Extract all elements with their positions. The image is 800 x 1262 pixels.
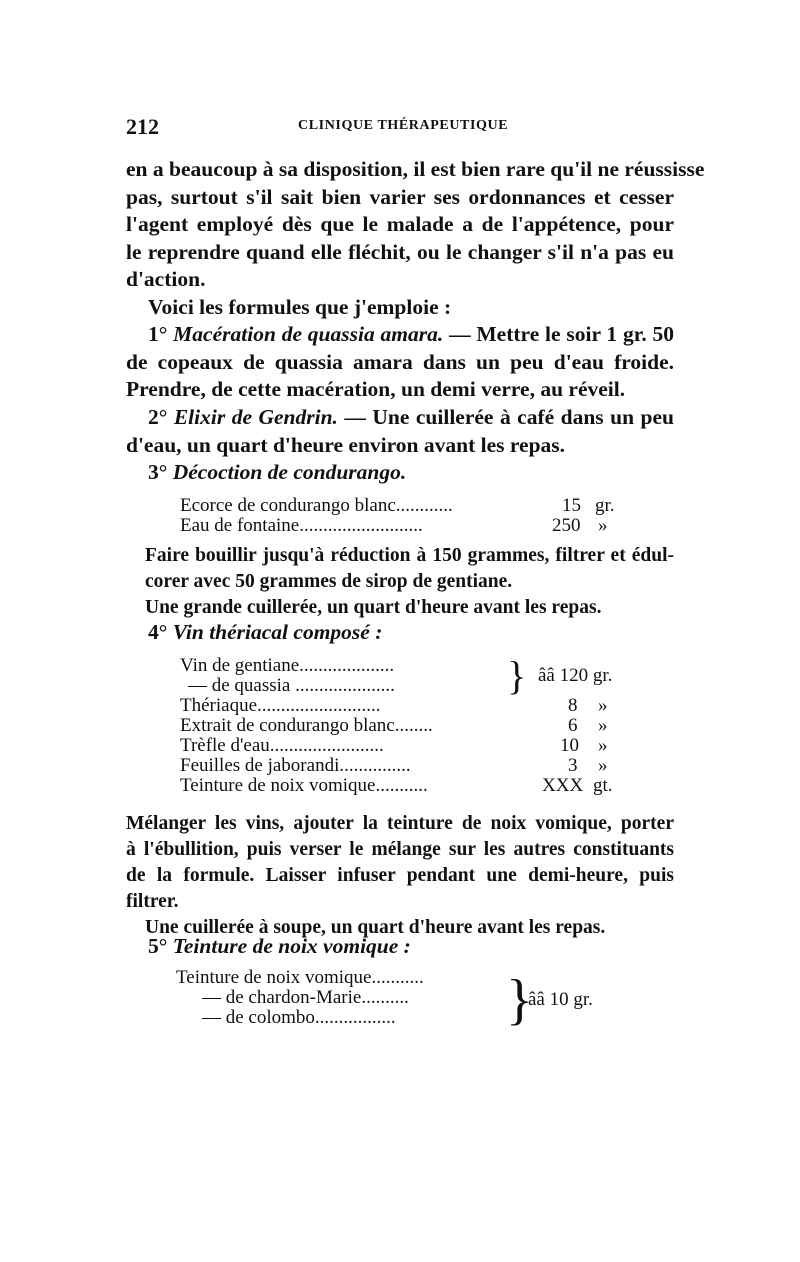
ingredient-row — [176, 1008, 636, 1028]
ingredient-name: — de quassia ..................... — [188, 675, 395, 696]
ingredient-unit: gt. — [593, 775, 613, 796]
instruction-line: corer avec 50 grammes de sirop de gentiane. — [145, 571, 513, 592]
instruction-line: filtrer. — [126, 891, 179, 912]
ingredient-name: Eau de fontaine.......................... — [180, 515, 423, 536]
ingredient-unit: gr. — [595, 495, 615, 516]
formula-4-title: Vin thériacal composé : — [172, 620, 383, 644]
formula-5-table — [176, 967, 636, 1031]
formula-1-number: 1° — [148, 322, 168, 346]
ingredient-unit: » — [598, 755, 608, 776]
instruction-line: à l'ébullition, puis verser le mélange sur les autres constituants — [126, 839, 674, 860]
ingredient-unit: » — [598, 515, 608, 536]
ingredient-name: Trèfle d'eau........................ — [180, 735, 384, 756]
instruction-line: Mélanger les vins, ajouter la teinture de noix vomique, porter — [126, 813, 674, 834]
ingredient-quantity: 6 — [568, 715, 578, 736]
formula-4-heading — [126, 619, 674, 647]
formula-5 — [126, 933, 674, 961]
formula-3-heading — [126, 459, 674, 487]
formula-3-instructions — [145, 543, 674, 621]
intro-line: pas, surtout s'il sait bien varier ses ordonnances et cesser — [126, 184, 674, 209]
ingredient-quantity: XXX — [542, 775, 584, 796]
formula-2-line: d'eau, un quart d'heure environ avant les repas. — [126, 432, 566, 457]
formula-1-line: de copeaux de quassia amara dans un peu d'eau froide. — [126, 349, 674, 374]
ingredient-quantity: 8 — [568, 695, 578, 716]
ingredient-row — [180, 516, 630, 536]
ingredient-row — [180, 716, 640, 736]
ingredient-unit: » — [598, 695, 608, 716]
ingredient-name: — de chardon-Marie.......... — [202, 987, 409, 1008]
ingredient-row — [180, 696, 640, 716]
dose-line: Une grande cuillerée, un quart d'heure avant les repas. — [145, 597, 602, 618]
running-title: CLINIQUE THÉRAPEUTIQUE — [298, 118, 509, 133]
formula-4-table — [180, 653, 640, 796]
group-quantity: ââ 10 gr. — [528, 989, 593, 1010]
instruction-line: de la formule. Laisser infuser pendant une demi-heure, puis — [126, 865, 674, 886]
ingredient-row — [176, 968, 636, 988]
ingredient-name: Extrait de condurango blanc........ — [180, 715, 433, 736]
ingredient-name: Teinture de noix vomique........... — [180, 775, 428, 796]
intro-line: d'action. — [126, 267, 206, 291]
instruction-line: Faire bouillir jusqu'à réduction à 150 grammes, filtrer et édul- — [145, 545, 674, 566]
formula-4-number: 4° — [148, 620, 168, 644]
page-number: 212 — [126, 114, 159, 139]
formula-4-instructions — [126, 811, 674, 941]
formula-5-heading — [126, 933, 674, 961]
formula-1 — [126, 321, 674, 404]
ingredient-row — [180, 776, 640, 796]
ingredient-name: Ecorce de condurango blanc............ — [180, 495, 453, 516]
formula-1-heading — [126, 321, 674, 349]
ingredient-quantity: 10 — [560, 735, 579, 756]
voici-line: Voici les formules que j'emploie : — [148, 294, 452, 319]
brace-icon: } — [507, 653, 527, 698]
formula-3-number: 3° — [148, 460, 168, 484]
ingredient-row — [180, 496, 630, 516]
dose-line: Une cuillerée à soupe, un quart d'heure avant les repas. — [145, 917, 606, 938]
ingredient-name: — de colombo................. — [202, 1007, 396, 1028]
ingredient-unit: » — [598, 715, 608, 736]
intro-paragraph — [126, 156, 705, 321]
formula-2-title: Elixir de Gendrin. — [173, 405, 338, 429]
ingredient-row — [180, 756, 640, 776]
ingredient-row — [180, 736, 640, 756]
formula-1-line: Prendre, de cette macération, un demi verre, au réveil. — [126, 377, 626, 401]
formula-5-title: Teinture de noix vomique : — [172, 934, 411, 958]
intro-line: le reprendre quand elle fléchit, ou le changer s'il n'a pas eu — [126, 239, 674, 264]
ingredient-quantity: 250 — [552, 515, 581, 536]
formula-2-heading — [126, 404, 674, 432]
ingredient-name: Teinture de noix vomique........... — [176, 967, 424, 988]
ingredient-quantity: 3 — [568, 755, 578, 776]
formula-2-text: — Une cuillerée à café dans un peu — [337, 405, 674, 429]
formula-1-title: Macération de quassia amara. — [173, 322, 444, 346]
group-quantity: ââ 120 gr. — [538, 665, 613, 686]
formula-2 — [126, 404, 674, 459]
intro-line: en a beaucoup à sa disposition, il est bien rare qu'il ne réussisse — [126, 157, 705, 181]
formula-2-number: 2° — [148, 405, 168, 429]
formula-3 — [126, 459, 674, 487]
ingredient-name: Thériaque.......................... — [180, 695, 381, 716]
brace-icon: } — [506, 969, 533, 1031]
ingredient-name: Vin de gentiane.................... — [180, 655, 395, 676]
page-header — [126, 114, 676, 144]
ingredient-quantity: 15 — [562, 495, 581, 516]
formula-1-text: — Mettre le soir 1 gr. 50 — [443, 322, 674, 346]
ingredient-name: Feuilles de jaborandi............... — [180, 755, 411, 776]
formula-4 — [126, 619, 674, 647]
intro-line: l'agent employé dès que le malade a de l'appétence, pour — [126, 212, 674, 236]
formula-3-title: Décoction de condurango. — [172, 460, 407, 484]
formula-5-number: 5° — [148, 934, 168, 958]
ingredient-unit: » — [598, 735, 608, 756]
formula-3-table — [180, 496, 630, 536]
